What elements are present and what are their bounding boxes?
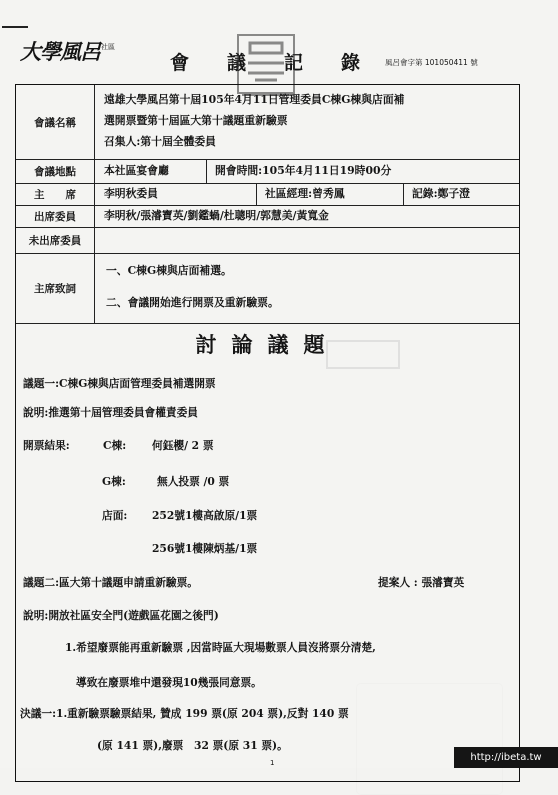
attendees-value: 李明秋/張濬寶英/劉鑑蝸/杜聰明/郭慧美/黃寬金 [104,209,329,222]
title-char-2: 議 [226,52,246,74]
chair-row [16,183,519,206]
c-building-result: 何鈺櫻/ 2 票 [152,439,214,452]
recorder: 記錄:鄭子澄 [412,187,470,200]
meeting-name-content [104,89,511,152]
document-number: 風呂會字第 101050411 號 [385,58,478,67]
discussion-item-1: 議題一:C棟G棟與店面管理委員補選開票 [23,377,216,390]
faint-background-stamp [326,340,400,369]
description-point-2: 導致在廢票堆中還發現10幾張同意票。 [76,676,262,689]
speech-label: 主席致詞 [16,253,95,323]
g-building-label: G棟: [102,475,126,488]
location-value: 本社區宴會廳 [104,164,169,177]
location-label: 會議地點 [16,159,95,183]
chair-value: 李明秋委員 [104,187,158,200]
vote-result-label: 開票結果: [23,439,70,452]
speech-row [16,253,519,324]
discussion-title: 討論議題 [195,332,340,357]
meeting-name-line1: 遠雄大學風呂第十屆105年4月11日管理委員C棟G棟與店面補 [104,93,405,106]
speech-content [106,260,511,313]
discussion-item-2: 議題二:區大第十議題申請重新驗票。 [23,576,198,589]
discussion-item-2-description: 說明:開放社區安全門(遊戲區花園之後門) [23,609,219,622]
convener: 召集人:第十屆全體委員 [104,135,216,148]
description-point-1: 1.希望廢票能再重新驗票 ,因當時區大現場數票人員沒將票分清楚, [65,641,376,654]
speech-item-1: 一、C棟G棟與店面補選。 [106,264,232,277]
store-label: 店面: [102,509,128,522]
location-row [16,159,519,184]
discussion-item-1-description: 說明:推選第十屆管理委員會權責委員 [23,406,198,419]
watermark-url: http://ibeta.tw [470,752,542,763]
absent-label: 未出席委員 [16,227,95,253]
title-char-4: 錄 [340,52,360,74]
meeting-name-row [16,85,519,160]
attendees-row [16,205,519,228]
g-building-result: 無人投票 /0 票 [157,475,230,488]
store-result-1: 252號1樓高啟原/1票 [152,509,258,522]
manager-divider [403,183,404,205]
chair-label: 主 席 [16,183,95,205]
logo-main: 大學風呂 [20,40,100,64]
proposer: 提案人 : 張濬寶英 [378,576,465,589]
c-building-label: C棟: [103,439,127,452]
title-char-3: 記 [283,52,303,74]
location-divider [206,159,207,183]
faint-background-seal [356,683,503,795]
website-watermark [454,747,558,768]
meeting-time: 開會時間:105年4月11日19時00分 [215,164,392,177]
title-char-1: 會 [170,52,190,74]
store-result-2: 256號1樓陳炳基/1票 [152,542,258,555]
minutes-table [15,84,520,782]
corner-mark [2,26,28,28]
meeting-name-label: 會議名稱 [16,85,95,159]
page-number: 1 [270,759,275,767]
absent-row [16,227,519,254]
speech-item-2: 二、會議開始進行開票及重新驗票。 [106,296,279,309]
chair-divider [256,183,257,205]
attendees-label: 出席委員 [16,205,95,227]
meeting-name-line2: 選開票暨第十屆區大第十議題重新驗票 [104,114,288,127]
logo-small: 社區 [101,43,115,51]
resolution-line-1: 決議一:1.重新驗票驗票結果, 贊成 199 票(原 204 票),反對 140 票 [20,707,349,720]
resolution-line-2: (原 141 票),廢票 32 票(原 31 票)。 [97,739,288,752]
community-manager: 社區經理:曾秀鳳 [265,187,345,200]
community-logo [20,36,115,66]
